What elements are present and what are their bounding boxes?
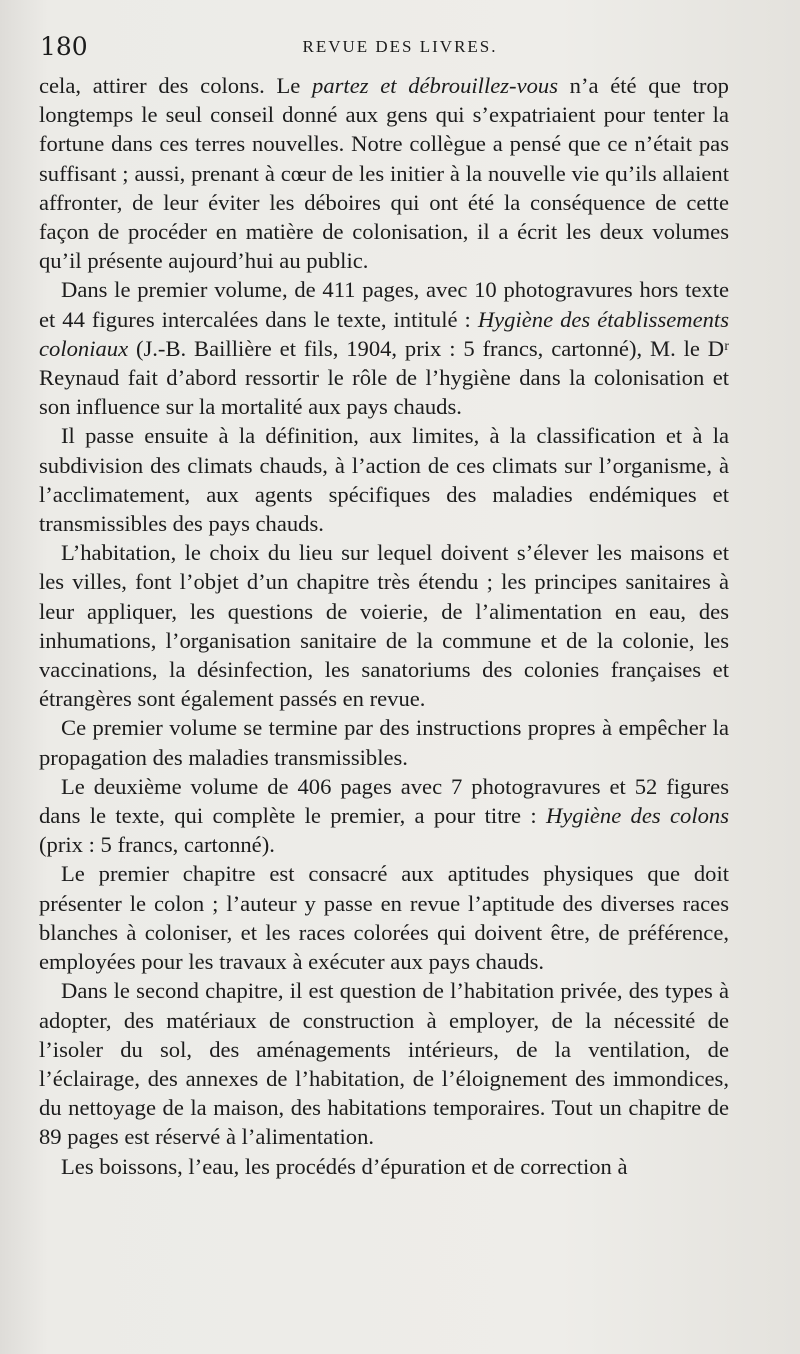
paragraph: Dans le second chapitre, il est question de l’habitation privée, des types à adopter, des matériaux de construction à employer, de la nécessité de l’isoler du sol, des aménagements intérieurs, de la ventilation, de l’éclairage, des annexes de l’habitation, de l’éloignement des immondices, du nettoyage de la maison, des habitations temporaires. Tout un chapitre de 89 pages est réservé à l’alimentation. bbox=[39, 978, 729, 1150]
paragraph: Les boissons, l’eau, les procédés d’épuration et de correction à bbox=[61, 1153, 628, 1179]
page-header bbox=[40, 32, 760, 64]
paragraph: Il passe ensuite à la définition, aux limites, à la classification et à la subdivision des climats chauds, à l’action de ces climats sur l’organisme, à l’acclimatement, aux agents spécifiques des maladies endémiques et transmissibles des pays chauds. bbox=[39, 423, 729, 537]
paragraph: Le premier chapitre est consacré aux aptitudes physiques que doit présenter le colon ; l’auteur y passe en revue l’aptitude des diverses races blanches à coloniser, et les races colorées qui doivent être, de préférence, employées pour les travaux à exécuter aux pays chauds. bbox=[39, 861, 729, 975]
page-number: 180 bbox=[40, 32, 88, 61]
paragraph: Ce premier volume se termine par des instructions propres à empêcher la propagation des maladies transmissibles. bbox=[39, 715, 729, 770]
paragraph: cela, attirer des colons. Le partez et débrouillez-vous n’a été que trop longtemps le seul conseil donné aux gens qui s’expatriaient pour tenter la fortune dans ces terres nouvelles. Notre collègue a pensé que ce n’était pas suffisant ; aussi, prenant à cœur de les initier à la nouvelle vie qu’ils allaient affronter, de leur éviter les déboires qui ont été la conséquence de cette façon de procéder en matière de colonisation, il a écrit les deux volumes qu’il présente aujourd’hui au public. bbox=[39, 73, 729, 274]
paragraph: L’habitation, le choix du lieu sur lequel doivent s’élever les maisons et les villes, font l’objet d’un chapitre très étendu ; les principes sanitaires à leur appliquer, les questions de voierie, de l’alimentation en eau, des inhumations, l’organisation sanitaire de la commune et de la colonie, les vaccinations, la désinfection, les sanatoriums des colonies françaises et étrangères sont également passés en revue. bbox=[39, 540, 729, 712]
running-title: REVUE DES LIVRES. bbox=[302, 37, 498, 56]
body-text bbox=[39, 71, 729, 1181]
book-title: Hygiène des établissements coloniaux bbox=[39, 306, 730, 361]
paragraph: Dans le premier volume, de 411 pages, avec 10 photogravures hors texte et 44 figures intercalées dans le texte, intitulé : Hygiène des établissements coloniaux (J.-B. Baillière et fils, 1904, prix : 5 francs, cartonné), M. le Dʳ Reynaud fait d’abord ressortir le rôle de l’hygiène dans la colonisation et son influence sur la mortalité aux pays chauds. bbox=[39, 277, 730, 420]
italic-phrase: partez et débrouillez-vous bbox=[312, 73, 558, 98]
book-title: Hygiène des colons bbox=[545, 803, 729, 829]
paragraph: Le deuxième volume de 406 pages avec 7 photogravures et 52 figures dans le texte, qui complète le premier, a pour titre : Hygiène des colons (prix : 5 francs, cartonné). bbox=[39, 773, 729, 858]
